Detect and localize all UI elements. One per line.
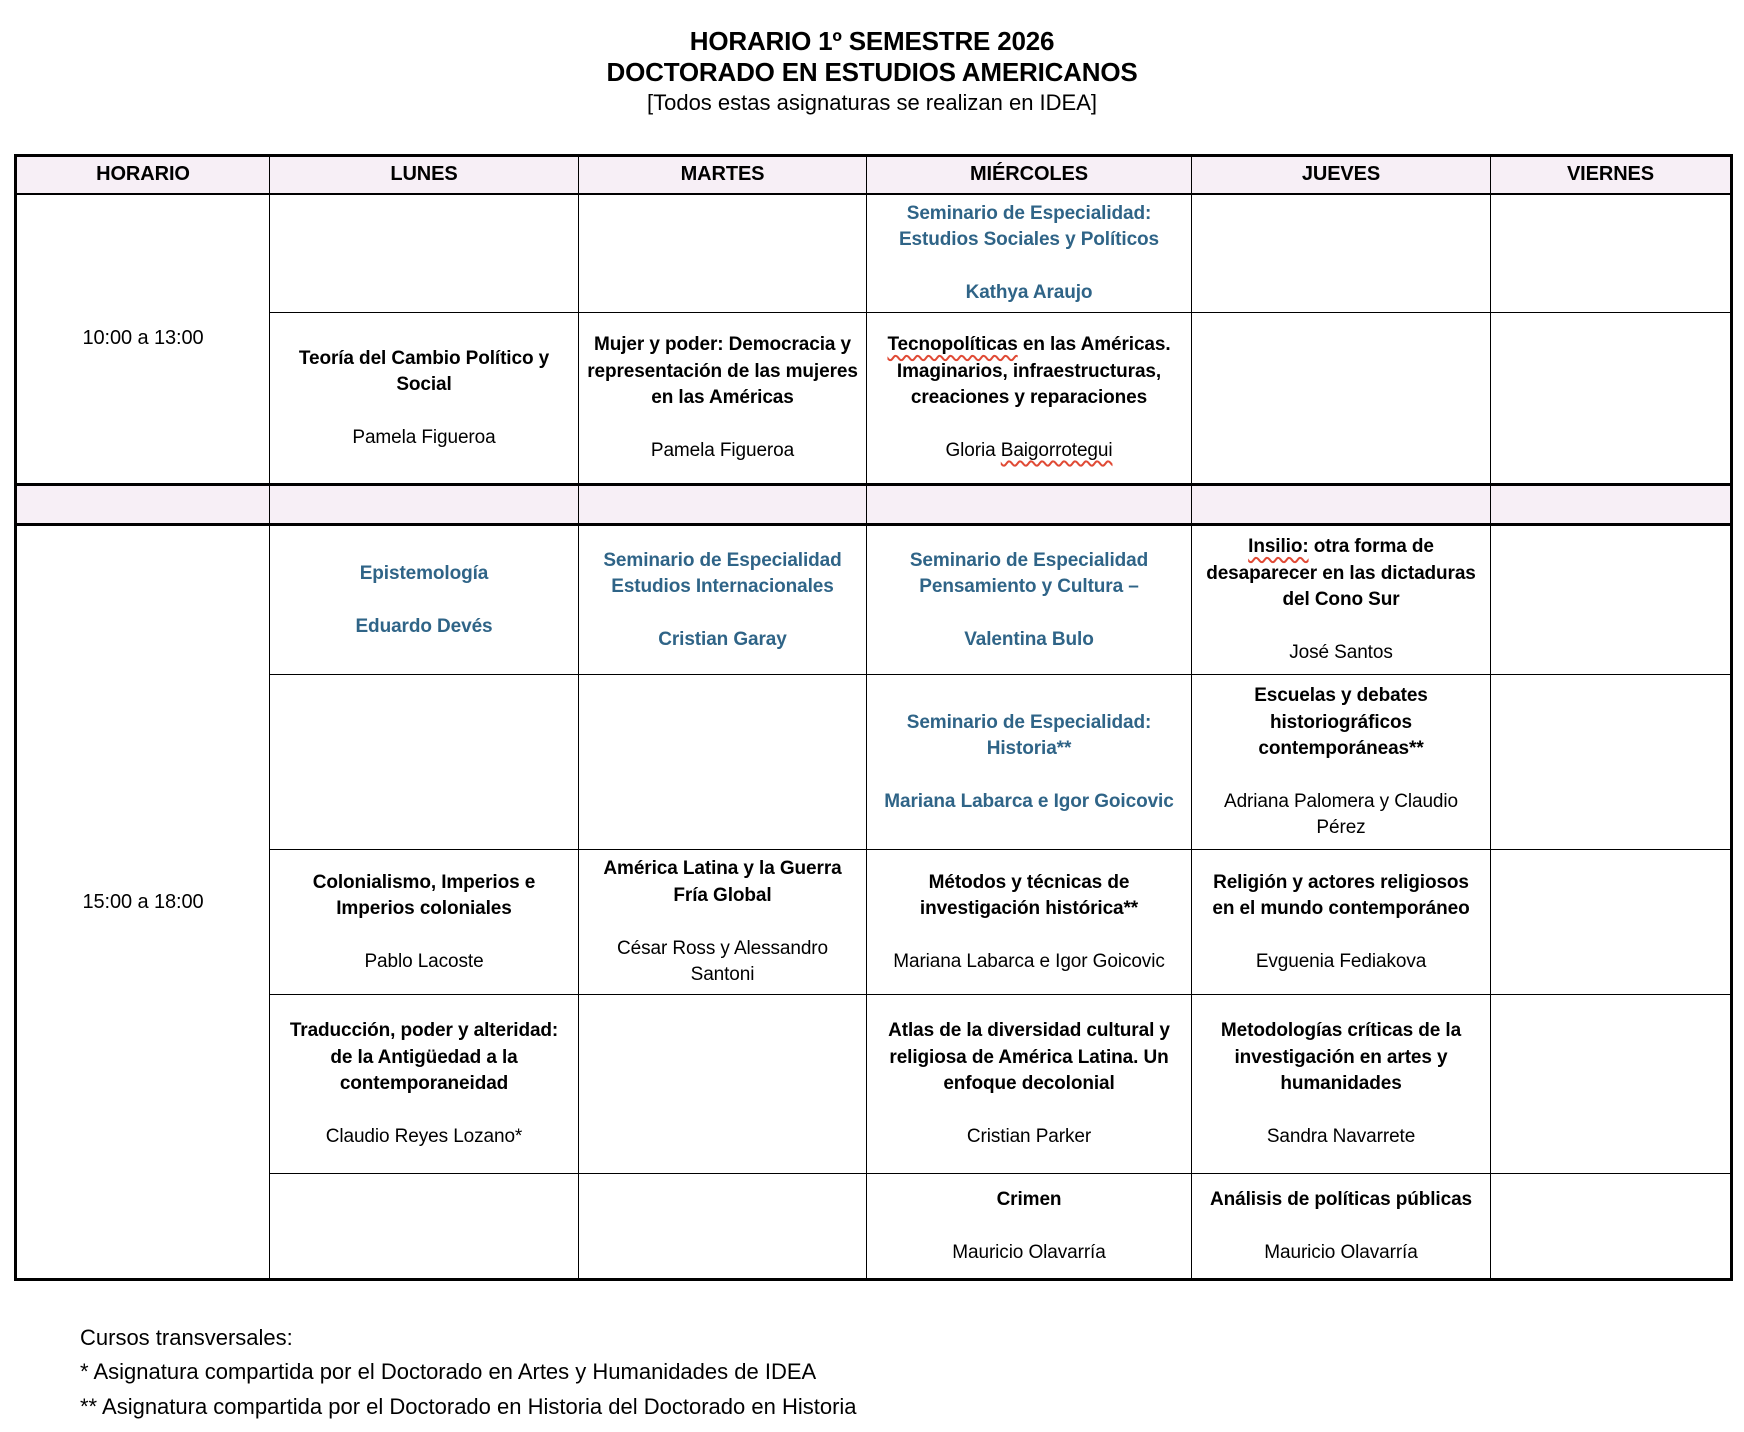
afternoon-row-3 <box>16 850 1732 995</box>
page-title: HORARIO 1º SEMESTRE 2026 <box>689 26 1055 56</box>
course-cell-metodos-tecnicas <box>867 850 1192 995</box>
empty-cell <box>270 485 579 525</box>
course-professor: Eduardo Devés <box>355 615 493 637</box>
empty-cell <box>270 675 579 850</box>
course-title: Tecnopolíticas en las Américas. Imaginarios, infraestructuras, creaciones y reparaciones <box>887 334 1171 408</box>
column-header-martes: MARTES <box>579 156 867 194</box>
separator-row <box>16 485 1732 525</box>
course-professor: Claudio Reyes Lozano* <box>325 1126 523 1148</box>
course-professor: Mauricio Olavarría <box>952 1241 1106 1263</box>
course-title: Atlas de la diversidad cultural y religiosa de América Latina. Un enfoque decolonial <box>888 1020 1170 1094</box>
empty-cell <box>579 675 867 850</box>
empty-cell <box>16 485 270 525</box>
course-title: Seminario de Especialidad: Estudios Sociales y Políticos <box>898 202 1160 251</box>
course-professor: Pablo Lacoste <box>364 951 484 972</box>
course-professor: Adriana Palomera y Claudio Pérez <box>1224 791 1458 839</box>
afternoon-row-1 <box>16 525 1732 675</box>
empty-cell <box>1491 485 1732 525</box>
misspelled-word: Baigorrotegui <box>1000 440 1113 462</box>
course-cell-america-latina-guerra-fria <box>579 850 867 995</box>
page-note: [Todos estas asignaturas se realizan en IDEA] <box>646 90 1098 116</box>
time-slot-morning: 10:00 a 13:00 <box>16 194 270 485</box>
empty-cell <box>1491 850 1732 995</box>
misspelled-word: Insilio: <box>1248 536 1309 558</box>
schedule-table <box>14 154 1733 1281</box>
course-title: América Latina y la Guerra Fría Global <box>603 858 842 906</box>
course-cell-traduccion-poder <box>270 995 579 1174</box>
column-header-viernes: VIERNES <box>1491 156 1732 194</box>
course-professor: Valentina Bulo <box>964 629 1094 650</box>
column-header-jueves: JUEVES <box>1192 156 1491 194</box>
empty-cell <box>1192 194 1491 313</box>
course-cell-metodologias-criticas <box>1192 995 1491 1174</box>
course-title: Métodos y técnicas de investigación histórica** <box>919 871 1139 919</box>
course-title: Traducción, poder y alteridad: de la Antigüedad a la contemporaneidad <box>289 1020 559 1094</box>
course-professor: Cristian Parker <box>966 1126 1092 1148</box>
empty-cell <box>1192 485 1491 525</box>
course-title: Análisis de políticas públicas <box>1209 1188 1473 1210</box>
course-cell-insilio <box>1192 525 1491 675</box>
empty-cell <box>579 194 867 313</box>
column-header-lunes: LUNES <box>270 156 579 194</box>
course-title: Metodologías críticas de la investigación en artes y humanidades <box>1220 1020 1462 1094</box>
empty-cell <box>1491 1174 1732 1280</box>
course-professor: Mauricio Olavarría <box>1264 1241 1418 1263</box>
course-professor: Gloria Baigorrotegui <box>945 440 1113 462</box>
course-title: Epistemología <box>359 562 489 584</box>
morning-row-2 <box>16 313 1732 485</box>
header-row <box>16 156 1732 194</box>
course-cell-mujer-y-poder <box>579 313 867 485</box>
course-title: Crimen <box>996 1188 1062 1210</box>
course-title: Seminario de Especialidad Estudios Internacionales <box>603 549 842 597</box>
column-header-miercoles: MIÉRCOLES <box>867 156 1192 194</box>
empty-cell <box>270 194 579 313</box>
empty-cell <box>1491 525 1732 675</box>
course-professor: Cristian Garay <box>658 629 787 650</box>
footer-heading: Cursos transversales: <box>80 1325 293 1351</box>
course-title: Colonialismo, Imperios e Imperios coloniales <box>312 871 536 919</box>
course-professor: Pamela Figueroa <box>352 427 496 448</box>
course-professor: César Ross y Alessandro Santoni <box>616 937 828 986</box>
afternoon-row-4 <box>16 995 1732 1174</box>
course-professor: Kathya Araujo <box>965 282 1093 304</box>
misspelled-word: Tecnopolíticas <box>887 334 1018 356</box>
course-cell-seminario-historia <box>867 675 1192 850</box>
footer-notes <box>80 1321 1730 1423</box>
course-professor: Evguenia Fediakova <box>1255 951 1427 972</box>
empty-cell <box>1491 675 1732 850</box>
course-title: Religión y actores religiosos en el mundo contemporáneo <box>1212 871 1470 919</box>
course-cell-colonialismo <box>270 850 579 995</box>
course-cell-teoria-cambio <box>270 313 579 485</box>
course-professor: Mariana Labarca e Igor Goicovic <box>893 951 1165 972</box>
empty-cell <box>270 1174 579 1280</box>
course-cell-religion-actores <box>1192 850 1491 995</box>
course-professor: José Santos <box>1289 642 1393 664</box>
course-title: Seminario de Especialidad Pensamiento y Cultura – <box>909 549 1149 597</box>
title-block <box>0 26 1744 116</box>
empty-cell <box>1192 313 1491 485</box>
empty-cell <box>1491 313 1732 485</box>
course-professor: Pamela Figueroa <box>650 440 795 462</box>
course-cell-seminario-estudios-sociales <box>867 194 1192 313</box>
course-professor: Mariana Labarca e Igor Goicovic <box>884 791 1174 812</box>
empty-cell <box>867 485 1192 525</box>
footer-note-single-asterisk: * Asignatura compartida por el Doctorado en Artes y Humanidades de IDEA <box>80 1359 817 1385</box>
course-cell-escuelas-debates <box>1192 675 1491 850</box>
course-title: Insilio: otra forma de desaparecer en las dictaduras del Cono Sur <box>1206 536 1476 610</box>
course-title: Seminario de Especialidad: Historia** <box>906 711 1152 759</box>
course-title: Teoría del Cambio Político y Social <box>298 347 550 395</box>
course-cell-seminario-pensamiento <box>867 525 1192 675</box>
empty-cell <box>1491 995 1732 1174</box>
course-cell-epistemologia <box>270 525 579 675</box>
empty-cell <box>579 995 867 1174</box>
course-title: Escuelas y debates historiográficos contemporáneas** <box>1254 685 1428 759</box>
column-header-horario: HORARIO <box>16 156 270 194</box>
time-slot-afternoon: 15:00 a 18:00 <box>16 525 270 1280</box>
empty-cell <box>579 1174 867 1280</box>
course-cell-analisis-politicas <box>1192 1174 1491 1280</box>
course-professor: Sandra Navarrete <box>1266 1126 1416 1148</box>
empty-cell <box>579 485 867 525</box>
afternoon-row-5 <box>16 1174 1732 1280</box>
page-subtitle: DOCTORADO EN ESTUDIOS AMERICANOS <box>606 56 1138 87</box>
morning-row-1 <box>16 194 1732 313</box>
footer-note-double-asterisk: ** Asignatura compartida por el Doctorado en Historia del Doctorado en Historia <box>80 1393 857 1419</box>
course-cell-tecnopoliticas <box>867 313 1192 485</box>
afternoon-row-2 <box>16 675 1732 850</box>
course-cell-crimen <box>867 1174 1192 1280</box>
empty-cell <box>1491 194 1732 313</box>
course-cell-atlas-diversidad <box>867 995 1192 1174</box>
course-title: Mujer y poder: Democracia y representación de las mujeres en las Américas <box>587 334 858 408</box>
course-cell-seminario-internacionales <box>579 525 867 675</box>
